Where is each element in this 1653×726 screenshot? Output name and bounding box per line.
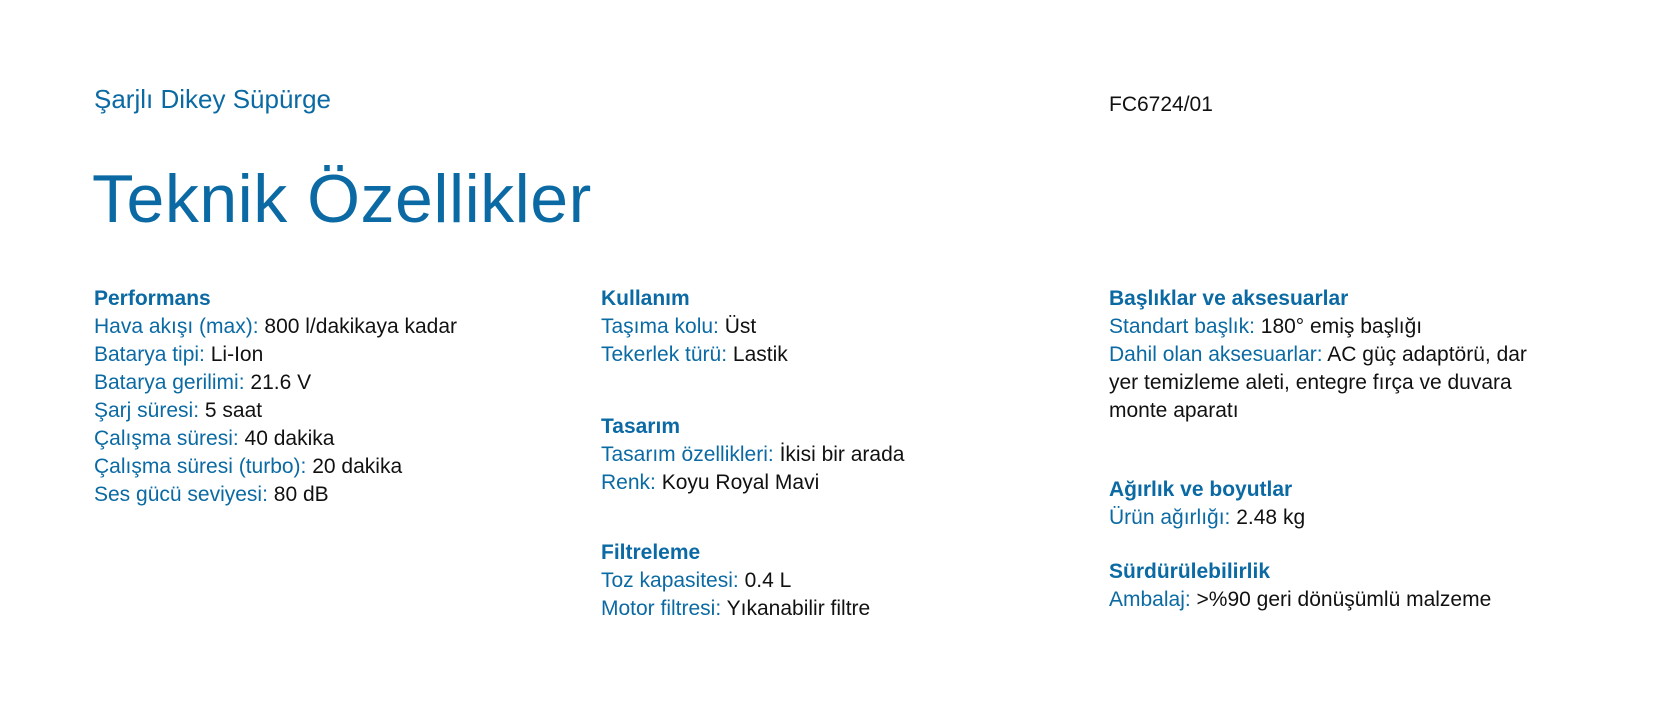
spec-label: Dahil olan aksesuarlar: [1109,343,1323,366]
spec-column-3 [1109,285,1579,614]
spec-row [94,453,564,481]
section-heading: Başlıklar ve aksesuarlar [1109,287,1349,310]
section-heading: Sürdürülebilirlik [1109,560,1271,583]
spec-label: Toz kapasitesi: [601,569,739,592]
spec-label: Ambalaj: [1109,588,1191,611]
section-heading: Tasarım [601,415,680,438]
section-tasarim [601,413,1071,539]
spec-value: Koyu Royal Mavi [661,471,820,494]
spec-value: >%90 geri dönüşümlü malzeme [1196,588,1492,611]
spec-row [601,341,1071,369]
page-title: Teknik Özellikler [92,161,592,237]
spec-row [1109,504,1579,532]
spec-row [601,441,1071,469]
spec-value: 0.4 L [744,569,792,592]
spec-label: Taşıma kolu: [601,315,719,338]
section-surdurulebilirlik [1109,558,1579,614]
section-performans [94,285,564,509]
spec-value: 5 saat [204,399,263,422]
spec-value: AC güç adaptörü, dar yer temizleme aleti, entegre fırça ve duvara monte aparatı [1109,343,1527,422]
spec-label: Renk: [601,471,656,494]
spec-row [94,369,564,397]
spec-label: Standart başlık: [1109,315,1255,338]
spec-column-2 [601,285,1071,623]
spec-label: Ürün ağırlığı: [1109,506,1231,529]
spec-label: Çalışma süresi (turbo): [94,455,307,478]
spec-value: 80 dB [273,483,329,506]
spec-row [94,425,564,453]
section-heading: Filtreleme [601,541,701,564]
spec-row [601,567,1071,595]
spec-row [1109,313,1579,341]
spec-row [1109,341,1559,425]
section-agirlik-ve-boyutlar [1109,476,1579,558]
spec-value: 180° emiş başlığı [1260,315,1423,338]
spec-row [1109,586,1579,614]
spec-label: Tekerlek türü: [601,343,728,366]
spec-value: 800 l/dakikaya kadar [264,315,458,338]
section-kullanim [601,285,1071,413]
spec-row [94,313,564,341]
spec-value: 2.48 kg [1236,506,1306,529]
section-heading: Ağırlık ve boyutlar [1109,478,1293,501]
spec-value: İkisi bir arada [779,443,905,466]
section-filtreleme [601,539,1071,623]
spec-row [601,469,1071,497]
document-subtitle: Şarjlı Dikey Süpürge [94,84,331,114]
spec-label: Ses gücü seviyesi: [94,483,268,506]
spec-label: Şarj süresi: [94,399,200,422]
spec-column-1 [94,285,564,537]
spec-row [94,341,564,369]
spec-row [94,481,564,509]
spec-row [601,313,1071,341]
model-number: FC6724/01 [1109,93,1213,116]
spec-value: Li-Ion [210,343,264,366]
spec-value: Üst [724,315,757,338]
spec-value: Yıkanabilir filtre [726,597,871,620]
spec-label: Tasarım özellikleri: [601,443,774,466]
spec-value: 20 dakika [312,455,403,478]
spec-label: Batarya gerilimi: [94,371,245,394]
spec-label: Batarya tipi: [94,343,205,366]
spec-value: 21.6 V [250,371,312,394]
spec-value: 40 dakika [244,427,335,450]
spec-row [601,595,1071,623]
section-basliklar-ve-aksesuarlar [1109,285,1579,476]
spec-label: Hava akışı (max): [94,315,259,338]
spec-label: Çalışma süresi: [94,427,239,450]
spec-row [94,397,564,425]
spec-value: Lastik [732,343,788,366]
section-heading: Kullanım [601,287,690,310]
spec-label: Motor filtresi: [601,597,722,620]
section-heading: Performans [94,287,211,310]
